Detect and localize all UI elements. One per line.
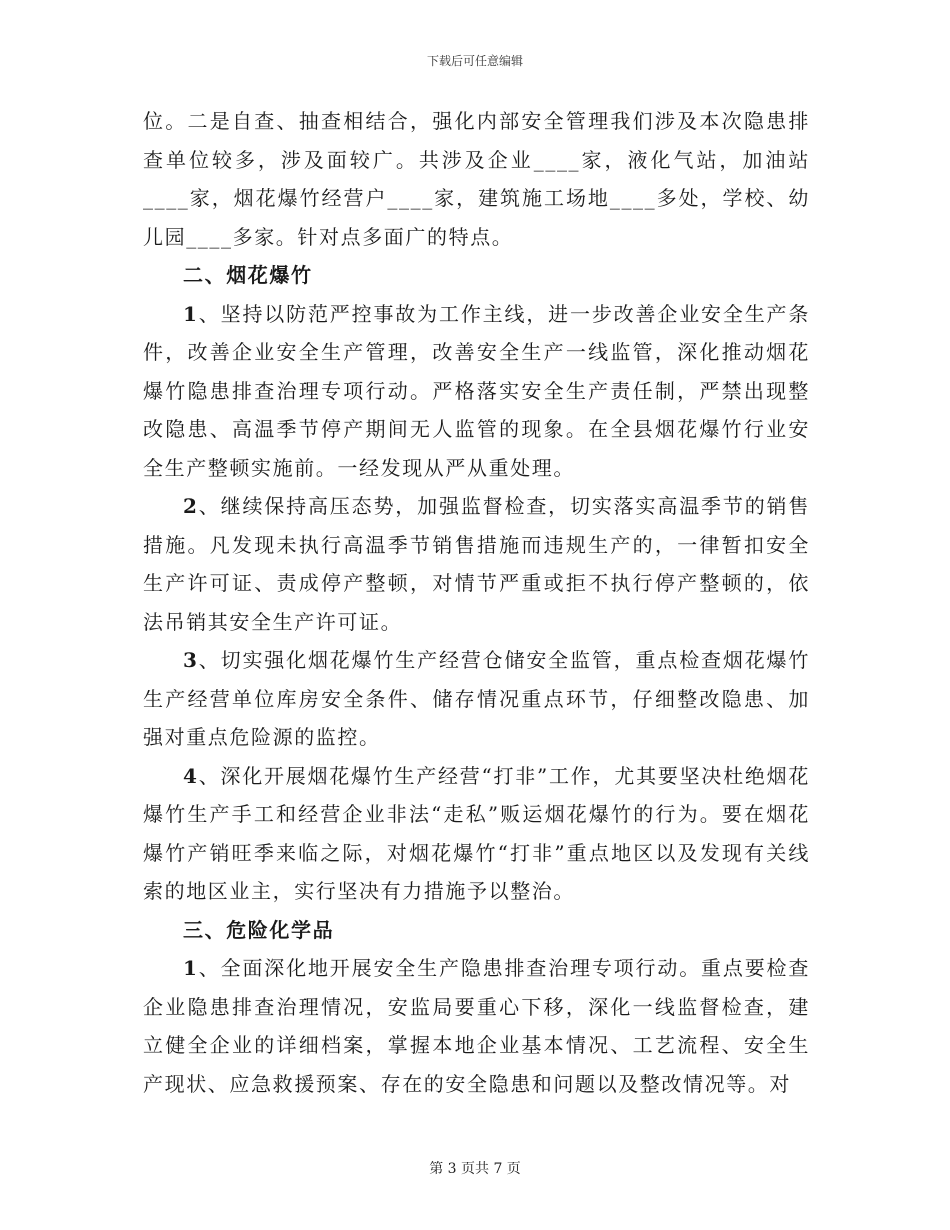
item-number: 2 <box>183 494 199 518</box>
document-body <box>143 102 810 1103</box>
paragraph-text: 、深化开展烟花爆竹生产经营“打非”工作，尤其要坚决杜绝烟花爆竹生产手工和经营企业非法“走私”贩运烟花爆竹的行为。要在烟花爆竹产销旺季来临之际，对烟花爆竹“打非”重点地区以及发现有关线索的地区业主，实行坚决有力措施予以整治。 <box>143 763 810 903</box>
page-header-note: 下载后可任意编辑 <box>426 54 523 68</box>
paragraph-text: 、全面深化地开展安全生产隐患排查治理专项行动。重点要检查企业隐患排查治理情况，安监局要重心下移，深化一线监督检查，建立健全企业的详细档案，掌握本地企业基本情况、工艺流程、安全生产现状、应急救援预案、存在的安全隐患和问题以及整改情况等。对 <box>143 956 810 1096</box>
paragraph-text: 、坚持以防范严控事故为工作主线，进一步改善企业安全生产条件，改善企业安全生产管理，改善安全生产一线监管，深化推动烟花爆竹隐患排查治理专项行动。严格落实安全生产责任制，严禁出现整改隐患、高温季节停产期间无人监管的现象。在全县烟花爆竹行业安全生产整顿实施前。一经发现从严从重处理。 <box>143 301 810 480</box>
page-number: 第 3 页共 7 页 <box>429 1161 521 1177</box>
item-number: 1 <box>183 956 199 980</box>
section-heading-chemicals: 三、危险化学品 <box>183 917 335 942</box>
paragraph-item-3 <box>143 641 810 757</box>
paragraph-item-2 <box>143 487 810 641</box>
paragraph-continuation: 位。二是自查、抽查相结合，强化内部安全管理我们涉及本次隐患排查单位较多，涉及面较广。共涉及企业____家，液化气站，加油站____家，烟花爆竹经营户____家，建筑施工场地____多处，学校、幼儿园____多家。针对点多面广的特点。 <box>143 109 810 249</box>
paragraph-item-chem-1 <box>143 949 810 1103</box>
paragraph-text: 、切实强化烟花爆竹生产经营仓储安全监管，重点检查烟花爆竹生产经营单位库房安全条件、储存情况重点环节，仔细整改隐患、加强对重点危险源的监控。 <box>143 648 810 749</box>
paragraph-item-1 <box>143 295 810 488</box>
item-number: 1 <box>183 301 199 326</box>
item-number: 3 <box>183 648 199 672</box>
paragraph-text: 、继续保持高压态势，加强监督检查，切实落实高温季节的销售措施。凡发现未执行高温季节销售措施而违规生产的，一律暂扣安全生产许可证、责成停产整顿，对情节严重或拒不执行停产整顿的，依法吊销其安全生产许可证。 <box>143 494 810 634</box>
item-number: 4 <box>183 763 199 788</box>
paragraph-item-4 <box>143 757 810 911</box>
section-heading-fireworks: 二、烟花爆竹 <box>183 263 313 287</box>
